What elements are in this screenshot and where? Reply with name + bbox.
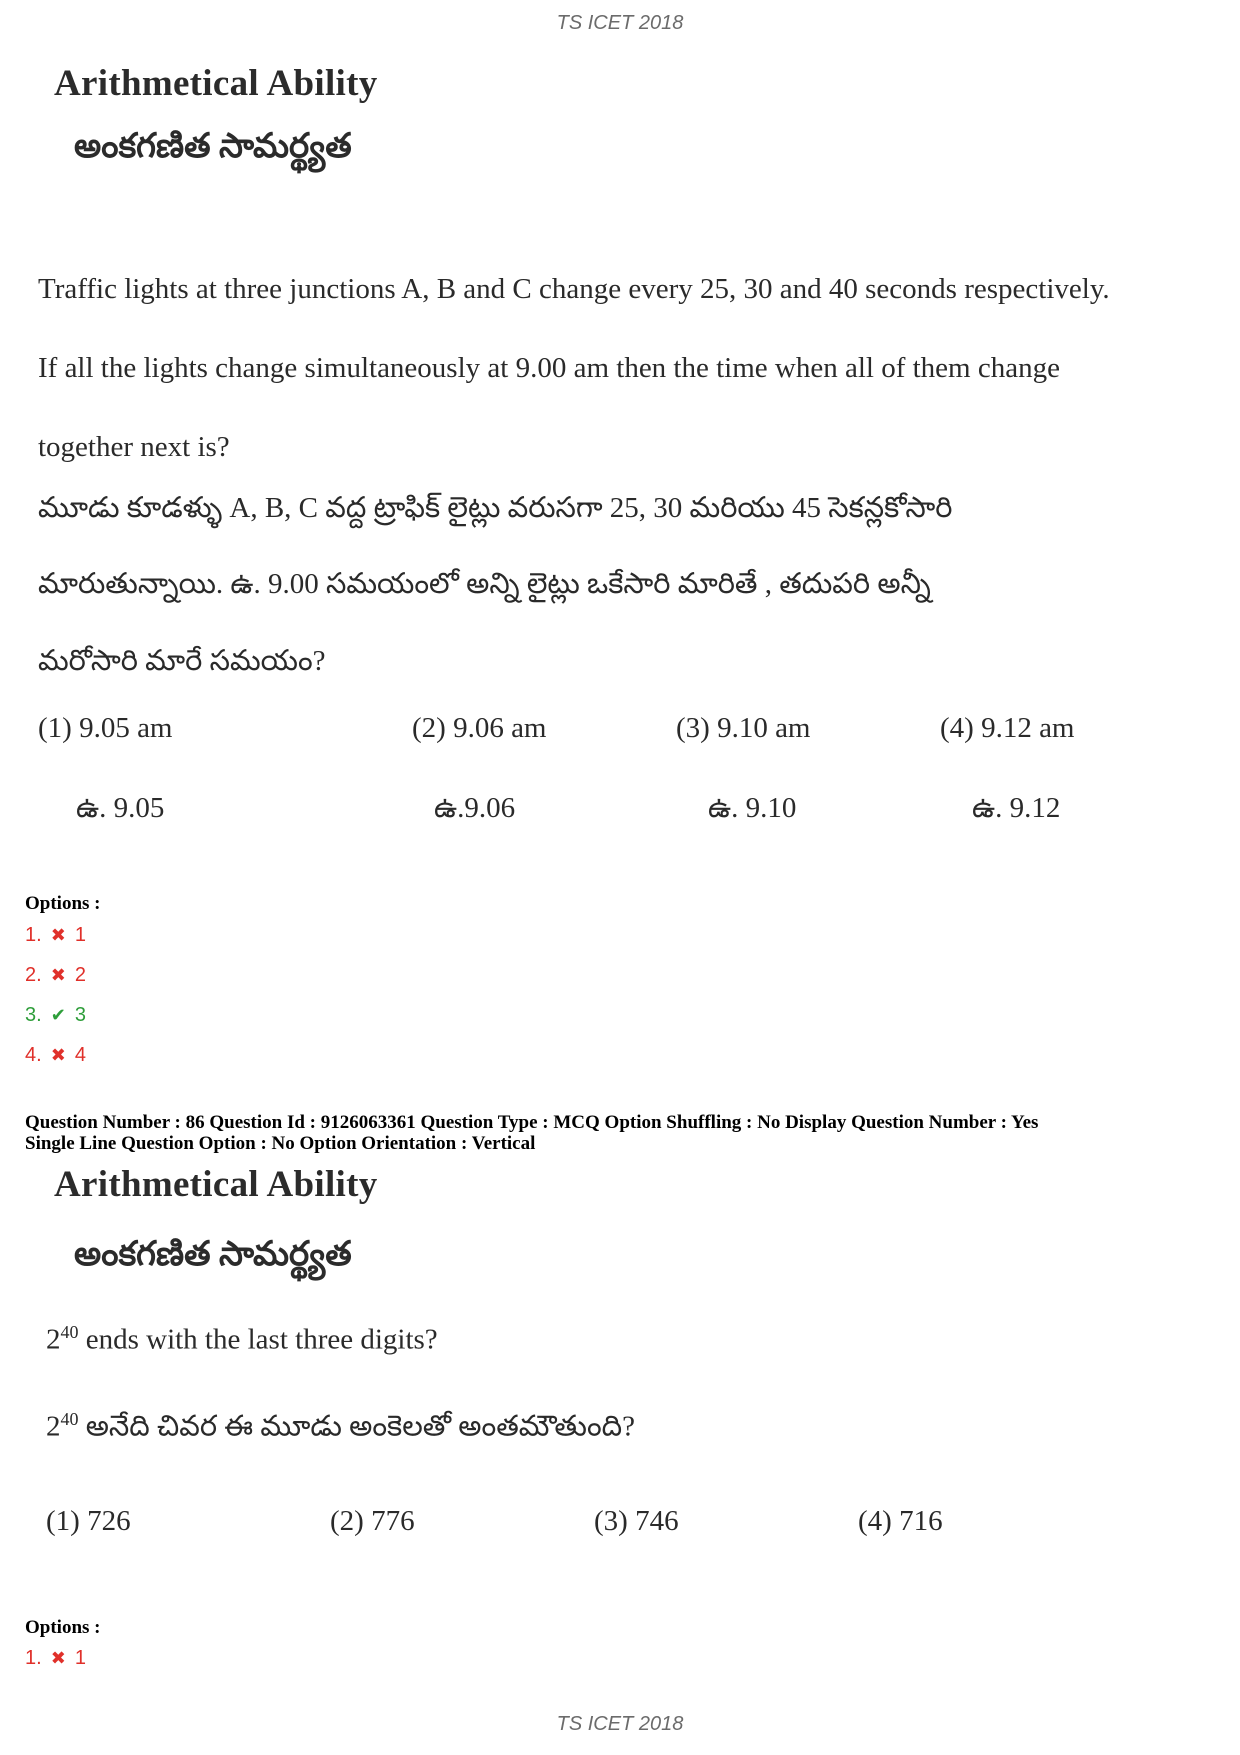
- subject-title-te: అంకగణిత సామర్థ్యత: [74, 1236, 352, 1273]
- choice-2-en: (2) 9.06 am: [412, 712, 547, 744]
- question-meta: [25, 1112, 1225, 1154]
- power-base: 2: [46, 1323, 61, 1356]
- choice-1-en: (1) 9.05 am: [38, 712, 173, 744]
- question-text: అనేది చివర ఈ మూడు అంకెలతో అంతమౌతుంది?: [85, 1410, 636, 1443]
- choice-2: (2) 776: [330, 1505, 415, 1537]
- choice-4: (4) 716: [858, 1505, 943, 1537]
- question-text: ends with the last three digits?: [85, 1323, 438, 1356]
- question-text-te-line: మరోసారి మారే సమయం?: [38, 645, 326, 677]
- question-meta-line: Single Line Question Option : No Option Orientation : Vertical: [25, 1133, 536, 1154]
- page-footer: TS ICET 2018: [556, 1713, 684, 1735]
- subject-title-en: Arithmetical Ability: [54, 1164, 378, 1205]
- question-text-en: [46, 1322, 438, 1357]
- choice-4-en: (4) 9.12 am: [940, 712, 1075, 744]
- option-value: 4: [74, 1044, 86, 1066]
- option-number: 1.: [25, 924, 42, 946]
- options-label: Options :: [25, 893, 101, 914]
- option-number: 2.: [25, 964, 42, 986]
- question-meta-line: Question Number : 86 Question Id : 9126063361 Question Type : MCQ Option Shuffling : No Display Question Number : Yes: [25, 1112, 1039, 1133]
- cross-icon: ✖: [50, 1045, 66, 1065]
- question-text-te: [46, 1409, 635, 1451]
- option-value: 2: [74, 964, 86, 986]
- cross-icon: ✖: [50, 1648, 66, 1668]
- choice-3: (3) 746: [594, 1505, 679, 1537]
- choice-1: (1) 726: [46, 1505, 131, 1537]
- option-number: 4.: [25, 1044, 42, 1066]
- cross-icon: ✖: [50, 965, 66, 985]
- choice-1-te: ఉ. 9.05: [76, 792, 165, 824]
- options-label: Options :: [25, 1617, 101, 1638]
- option-row: [25, 1647, 86, 1670]
- check-icon: ✔: [50, 1005, 66, 1025]
- page-header: TS ICET 2018: [556, 12, 684, 34]
- option-row: [25, 924, 86, 947]
- option-value: 1: [74, 1647, 86, 1669]
- cross-icon: ✖: [50, 925, 66, 945]
- power-exponent: 40: [60, 1322, 79, 1342]
- power-exponent: 40: [60, 1409, 79, 1429]
- option-row: [25, 1044, 86, 1067]
- choice-3-te: ఉ. 9.10: [708, 792, 797, 824]
- question-text-te-line: మారుతున్నాయి. ఉ. 9.00 సమయంలో అన్ని లైట్లు ఒకేసారి మారితే , తదుపరి అన్నీ: [38, 568, 931, 600]
- option-number: 3.: [25, 1004, 42, 1026]
- subject-title-en: Arithmetical Ability: [54, 63, 378, 104]
- option-row: [25, 964, 86, 987]
- option-value: 1: [74, 924, 86, 946]
- option-value: 3: [74, 1004, 86, 1026]
- choice-2-te: ఉ.9.06: [434, 792, 516, 824]
- power-base: 2: [46, 1410, 61, 1443]
- question-text-en: Traffic lights at three junctions A, B and C change every 25, 30 and 40 seconds respectively. If all the lights change simultaneously at 9.00 am then the time when all of them change together next is?: [38, 273, 1110, 463]
- question-text-te-line: మూడు కూడళ్ళు A, B, C వద్ద ట్రాఫిక్ లైట్లు వరుసగా 25, 30 మరియు 45 సెకన్లకోసారి: [38, 492, 953, 524]
- option-row: [25, 1004, 86, 1027]
- choice-4-te: ఉ. 9.12: [972, 792, 1061, 824]
- subject-title-te: అంకగణిత సామర్థ్యత: [74, 128, 352, 165]
- choice-3-en: (3) 9.10 am: [676, 712, 811, 744]
- option-number: 1.: [25, 1647, 42, 1669]
